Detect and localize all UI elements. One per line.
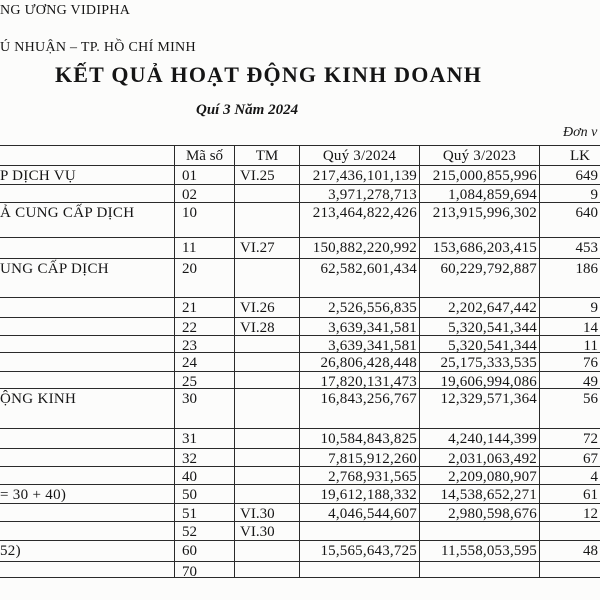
table-cell-label: Ả CUNG CẤP DỊCH bbox=[0, 203, 175, 238]
table-cell-code: 52 bbox=[175, 522, 235, 541]
table-cell-lk: 649 bbox=[540, 166, 600, 185]
report-title: KẾT QUẢ HOẠT ĐỘNG KINH DOANH bbox=[55, 62, 483, 87]
table-cell-q3-2023: 5,320,541,344 bbox=[420, 318, 540, 336]
table-cell-q3-2023: 1,084,859,694 bbox=[420, 185, 540, 203]
table-cell-lk: 11 bbox=[540, 336, 600, 353]
table-cell-label bbox=[0, 467, 175, 485]
table-cell-q3-2023: 19,606,994,086 bbox=[420, 372, 540, 389]
table-cell-q3-2024: 16,843,256,767 bbox=[300, 389, 420, 429]
company-name: NG ƯƠNG VIDIPHA bbox=[0, 3, 131, 18]
table-cell-label bbox=[0, 449, 175, 467]
table-cell-label bbox=[0, 298, 175, 318]
table-cell-q3-2024: 213,464,822,426 bbox=[300, 203, 420, 238]
table-cell-q3-2023: 11,558,053,595 bbox=[420, 541, 540, 562]
table-cell-lk: 72 bbox=[540, 429, 600, 449]
table-cell-q3-2024: 26,806,428,448 bbox=[300, 353, 420, 372]
header-cell-label bbox=[0, 146, 175, 166]
income-statement-table bbox=[0, 145, 600, 578]
table-cell-label bbox=[0, 372, 175, 389]
table-cell-label: ỘNG KINH bbox=[0, 389, 175, 429]
table-cell-code: 23 bbox=[175, 336, 235, 353]
table-cell-label: 52) bbox=[0, 541, 175, 562]
table-cell-label bbox=[0, 562, 175, 578]
table-cell-code: 02 bbox=[175, 185, 235, 203]
table-cell-q3-2024: 3,971,278,713 bbox=[300, 185, 420, 203]
table-cell-note bbox=[235, 336, 300, 353]
table-cell-q3-2023: 2,202,647,442 bbox=[420, 298, 540, 318]
header-cell-code: Mã số bbox=[175, 146, 235, 166]
table-cell-note bbox=[235, 541, 300, 562]
unit-label: Đơn v bbox=[563, 125, 598, 140]
table-cell-q3-2024: 15,565,643,725 bbox=[300, 541, 420, 562]
table-cell-q3-2023: 60,229,792,887 bbox=[420, 259, 540, 298]
table-cell-label bbox=[0, 238, 175, 259]
header-cell-q3-2024: Quý 3/2024 bbox=[300, 146, 420, 166]
table-cell-code: 40 bbox=[175, 467, 235, 485]
table-cell-note bbox=[235, 372, 300, 389]
table-cell-label bbox=[0, 318, 175, 336]
table-cell-q3-2023: 5,320,541,344 bbox=[420, 336, 540, 353]
table-cell-note: VI.25 bbox=[235, 166, 300, 185]
table-cell-note bbox=[235, 562, 300, 578]
table-cell-note: VI.30 bbox=[235, 504, 300, 522]
table-cell-q3-2024: 19,612,188,332 bbox=[300, 485, 420, 504]
header-cell-lk: LK bbox=[540, 146, 600, 166]
table-cell-lk: 640 bbox=[540, 203, 600, 238]
table-cell-q3-2024: 2,768,931,565 bbox=[300, 467, 420, 485]
table-cell-label bbox=[0, 504, 175, 522]
table-cell-q3-2024: 3,639,341,581 bbox=[300, 336, 420, 353]
table-cell-q3-2024: 2,526,556,835 bbox=[300, 298, 420, 318]
table-cell-lk: 4 bbox=[540, 467, 600, 485]
table-cell-code: 32 bbox=[175, 449, 235, 467]
table-cell-q3-2024: 150,882,220,992 bbox=[300, 238, 420, 259]
table-cell-q3-2023 bbox=[420, 562, 540, 578]
table-cell-q3-2023: 213,915,996,302 bbox=[420, 203, 540, 238]
table-cell-lk: 48 bbox=[540, 541, 600, 562]
table-cell-lk: 56 bbox=[540, 389, 600, 429]
table-cell-lk: 14 bbox=[540, 318, 600, 336]
table-cell-q3-2024: 10,584,843,825 bbox=[300, 429, 420, 449]
table-cell-code: 10 bbox=[175, 203, 235, 238]
table-cell-lk: 61 bbox=[540, 485, 600, 504]
table-cell-q3-2023: 25,175,333,535 bbox=[420, 353, 540, 372]
table-cell-code: 25 bbox=[175, 372, 235, 389]
table-cell-code: 11 bbox=[175, 238, 235, 259]
table-cell-note: VI.28 bbox=[235, 318, 300, 336]
table-cell-code: 30 bbox=[175, 389, 235, 429]
table-cell-label bbox=[0, 522, 175, 541]
table-cell-q3-2023: 215,000,855,996 bbox=[420, 166, 540, 185]
table-cell-q3-2024 bbox=[300, 522, 420, 541]
header-cell-note: TM bbox=[235, 146, 300, 166]
report-period: Quí 3 Năm 2024 bbox=[196, 102, 299, 118]
table-cell-q3-2024: 3,639,341,581 bbox=[300, 318, 420, 336]
table-cell-code: 21 bbox=[175, 298, 235, 318]
table-cell-q3-2023: 2,209,080,907 bbox=[420, 467, 540, 485]
table-cell-label: P DỊCH VỤ bbox=[0, 166, 175, 185]
table-cell-q3-2023: 4,240,144,399 bbox=[420, 429, 540, 449]
table-cell-note: VI.27 bbox=[235, 238, 300, 259]
table-cell-lk bbox=[540, 522, 600, 541]
table-cell-note bbox=[235, 429, 300, 449]
table-cell-q3-2024: 7,815,912,260 bbox=[300, 449, 420, 467]
table-cell-q3-2023 bbox=[420, 522, 540, 541]
table-cell-lk: 76 bbox=[540, 353, 600, 372]
table-cell-code: 31 bbox=[175, 429, 235, 449]
table-cell-q3-2024: 217,436,101,139 bbox=[300, 166, 420, 185]
table-cell-lk: 9 bbox=[540, 298, 600, 318]
table-cell-note: VI.30 bbox=[235, 522, 300, 541]
table-cell-note bbox=[235, 389, 300, 429]
table-cell-code: 70 bbox=[175, 562, 235, 578]
table-cell-code: 51 bbox=[175, 504, 235, 522]
table-cell-lk: 186 bbox=[540, 259, 600, 298]
table-cell-label bbox=[0, 185, 175, 203]
table-cell-note: VI.26 bbox=[235, 298, 300, 318]
table-cell-lk: 9 bbox=[540, 185, 600, 203]
table-cell-code: 60 bbox=[175, 541, 235, 562]
table-cell-q3-2023: 14,538,652,271 bbox=[420, 485, 540, 504]
table-cell-label bbox=[0, 429, 175, 449]
table-cell-code: 50 bbox=[175, 485, 235, 504]
table-cell-code: 01 bbox=[175, 166, 235, 185]
table-cell-note bbox=[235, 467, 300, 485]
table-cell-q3-2023: 2,980,598,676 bbox=[420, 504, 540, 522]
table-cell-label: = 30 + 40) bbox=[0, 485, 175, 504]
table-cell-lk: 67 bbox=[540, 449, 600, 467]
table-cell-lk: 49 bbox=[540, 372, 600, 389]
table-cell-lk bbox=[540, 562, 600, 578]
table-cell-label bbox=[0, 353, 175, 372]
table-cell-label bbox=[0, 336, 175, 353]
table-cell-note bbox=[235, 449, 300, 467]
table-cell-note bbox=[235, 353, 300, 372]
table-cell-code: 22 bbox=[175, 318, 235, 336]
table-cell-note bbox=[235, 185, 300, 203]
table-cell-code: 20 bbox=[175, 259, 235, 298]
table-cell-lk: 453 bbox=[540, 238, 600, 259]
table-cell-note bbox=[235, 203, 300, 238]
table-cell-q3-2023: 2,031,063,492 bbox=[420, 449, 540, 467]
table-cell-q3-2024: 62,582,601,434 bbox=[300, 259, 420, 298]
table-cell-note bbox=[235, 259, 300, 298]
table-cell-q3-2024 bbox=[300, 562, 420, 578]
table-cell-q3-2023: 12,329,571,364 bbox=[420, 389, 540, 429]
company-address: Ú NHUẬN – TP. HỒ CHÍ MINH bbox=[0, 40, 196, 55]
table-cell-note bbox=[235, 485, 300, 504]
table-cell-lk: 12 bbox=[540, 504, 600, 522]
table-cell-q3-2024: 17,820,131,473 bbox=[300, 372, 420, 389]
header-cell-q3-2023: Quý 3/2023 bbox=[420, 146, 540, 166]
table-cell-q3-2023: 153,686,203,415 bbox=[420, 238, 540, 259]
table-cell-code: 24 bbox=[175, 353, 235, 372]
table-cell-label: UNG CẤP DỊCH bbox=[0, 259, 175, 298]
table-cell-q3-2024: 4,046,544,607 bbox=[300, 504, 420, 522]
